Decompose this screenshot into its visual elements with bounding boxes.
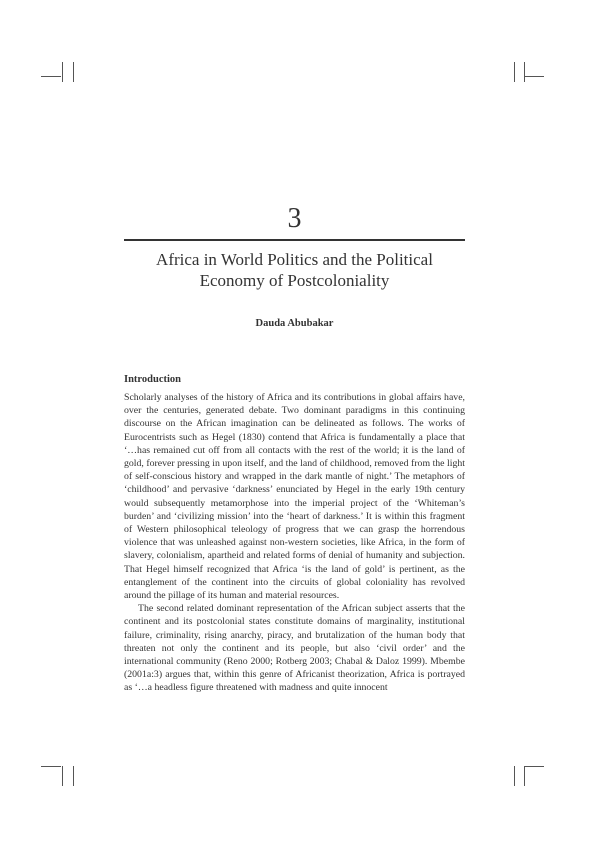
crop-mark-top-left-v2 <box>73 62 74 82</box>
chapter-title-line-2: Economy of Postcoloniality <box>199 271 390 290</box>
crop-mark-bottom-left-h <box>41 766 61 767</box>
chapter-title <box>124 249 465 291</box>
crop-mark-bottom-left-v1 <box>62 766 63 786</box>
crop-mark-top-left-h <box>41 76 61 77</box>
crop-mark-top-right-v1 <box>514 62 515 82</box>
section-heading: Introduction <box>124 374 181 385</box>
crop-mark-top-right-v2 <box>524 62 525 82</box>
body-text <box>124 391 465 695</box>
author-name: Dauda Abubakar <box>255 318 334 329</box>
crop-mark-bottom-right-v2 <box>524 766 525 786</box>
crop-mark-bottom-left-v2 <box>73 766 74 786</box>
paragraph: The second related dominant representation of the African subject asserts that the continent and its postcolonial states constitute domains of marginality, institutional failure, criminality, rising anarchy, piracy, and brutalization of the human body that threaten not only the continent and its people, but also ‘civil order’ and the international community (Reno 2000; Rotberg 2003; Chabal & Daloz 1999). Mbembe (2001a:3) argues that, within this genre of Africanist theorization, Africa is portrayed as ‘…a headless figure threatened with madness and quite innocent <box>124 603 465 694</box>
chapter-title-line-1: Africa in World Politics and the Political <box>156 250 433 269</box>
paragraph: Scholarly analyses of the history of Africa and its contributions in global affairs have, over the centuries, generated debate. Two dominant paradigms in this continuing discourse on the African imagination can be delineated as follows. The works of Eurocentrists such as Hegel (1830) contend that Africa is fundamentally a place that ‘…has remained cut off from all contacts with the rest of the world; it is the land of gold, forever pressing in upon itself, and the land of childhood, removed from the light of self-conscious history and wrapped in the dark mantle of night.’ The metaphors of ‘childhood’ and pervasive ‘darkness’ enunciated by Hegel in the early 19th century would subsequently metamorphose into the imperial project of the ‘Whiteman’s burden’ and ‘civilizing mission’ into the ‘heart of darkness.’ It is within this fragment of Western philosophical teleology of progress that we can grasp the horrendous violence that was unleashed against non-western societies, like Africa, in the form of slavery, colonialism, apartheid and related forms of denial of humanity and subjection. That Hegel himself recognized that Africa ‘is the land of gold’ is pertinent, as the entanglement of the continent into the circuits of global coloniality has revolved around the pillage of its human and material resources. <box>124 392 465 602</box>
crop-mark-top-right-h <box>524 76 544 77</box>
chapter-rule <box>124 239 465 241</box>
crop-mark-bottom-right-v1 <box>514 766 515 786</box>
crop-mark-bottom-right-h <box>524 766 544 767</box>
chapter-number: 3 <box>287 203 302 234</box>
crop-mark-top-left-v1 <box>62 62 63 82</box>
